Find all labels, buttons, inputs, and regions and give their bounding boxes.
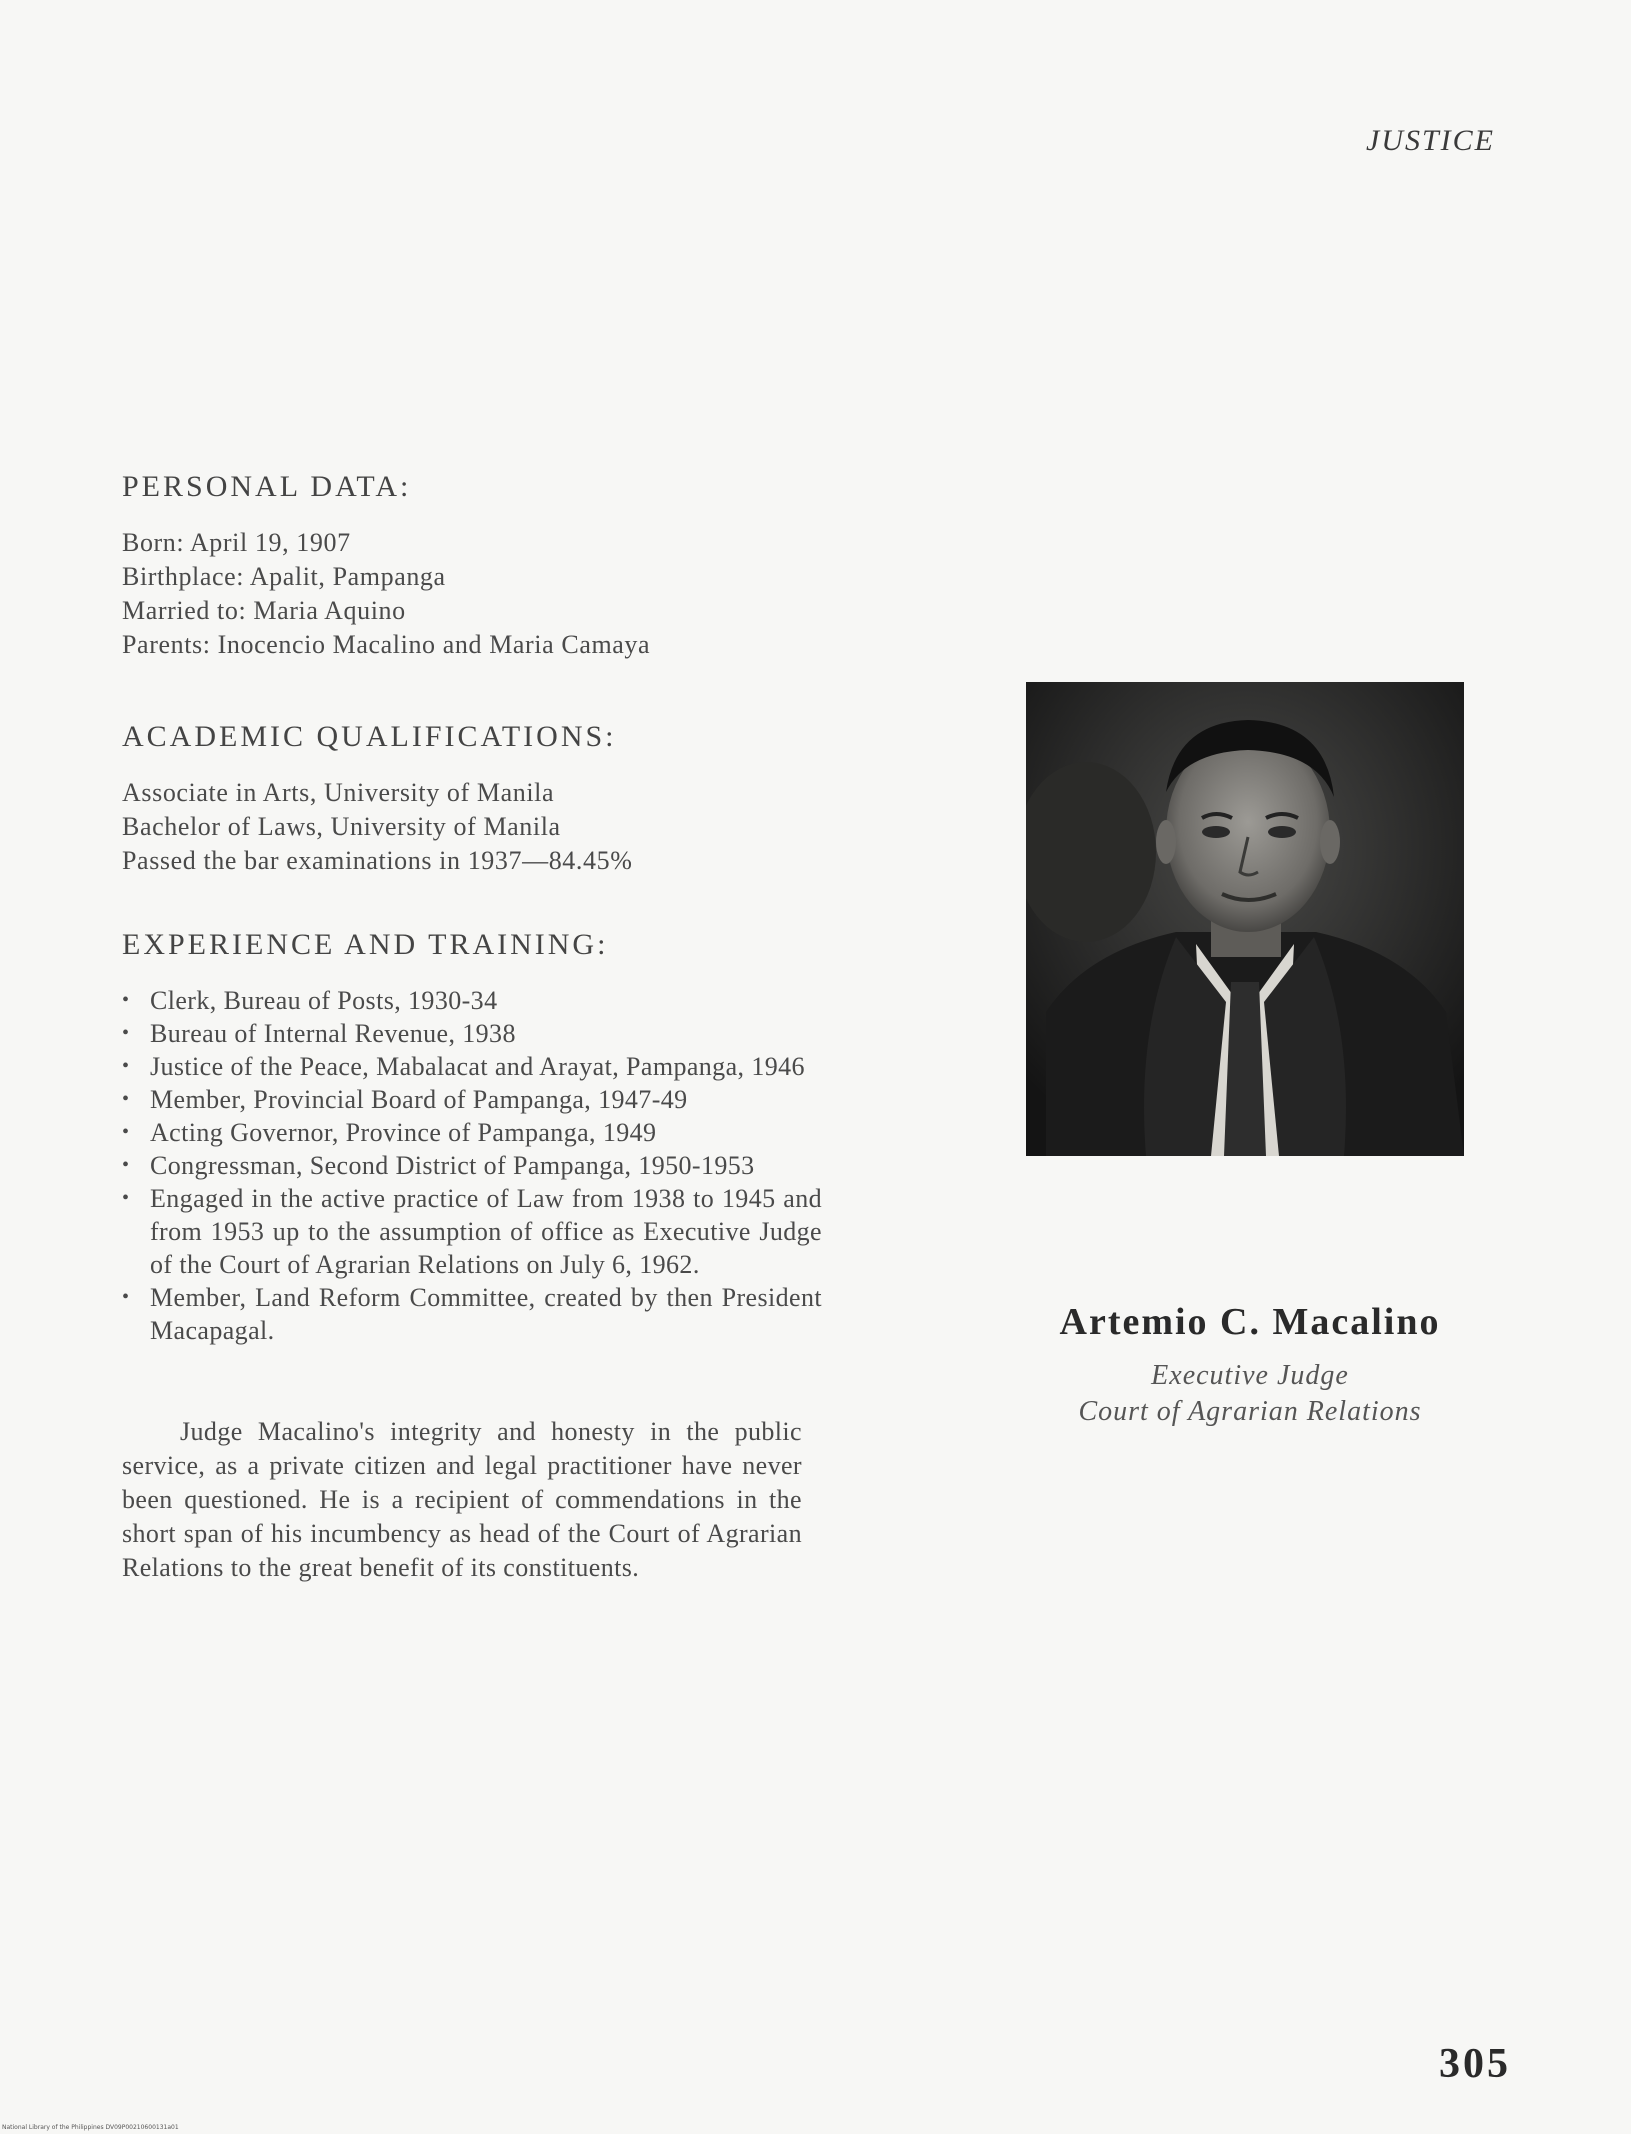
left-column xyxy=(122,470,822,1585)
person-position: Executive Judge xyxy=(1151,1360,1349,1391)
list-item-text: Clerk, Bureau of Posts, 1930-34 xyxy=(150,986,498,1015)
section-label: JUSTICE xyxy=(1366,124,1495,157)
list-item-text: Justice of the Peace, Mabalacat and Arayat, Pampanga, 1946 xyxy=(150,1052,805,1081)
list-item xyxy=(122,1017,822,1050)
personal-line: Parents: Inocencio Macalino and Maria Camaya xyxy=(122,630,651,659)
photo-caption xyxy=(1000,1300,1500,1430)
list-item-text: Congressman, Second District of Pampanga, 1950-1953 xyxy=(150,1151,755,1180)
list-item-text: Bureau of Internal Revenue, 1938 xyxy=(150,1019,516,1048)
footer-credit: National Library of the Philippines DV09P00210600131a01 xyxy=(2,2124,179,2131)
personal-line: Born: April 19, 1907 xyxy=(122,528,351,557)
academic-line: Bachelor of Laws, University of Manila xyxy=(122,812,561,841)
list-item xyxy=(122,1116,822,1149)
list-item-text: Engaged in the active practice of Law from 1938 to 1945 and from 1953 up to the assumption of office as Executive Judge of the Court of Agrarian Relations on July 6, 1962. xyxy=(150,1184,822,1279)
list-item xyxy=(122,1281,822,1347)
list-item xyxy=(122,1050,822,1083)
list-item-text: Member, Land Reform Committee, created by then President Macapagal. xyxy=(150,1283,822,1345)
academic-heading: ACADEMIC QUALIFICATIONS: xyxy=(122,720,617,753)
bullet-icon: • xyxy=(122,1154,130,1176)
list-item-text: Acting Governor, Province of Pampanga, 1949 xyxy=(150,1118,657,1147)
page-number: 305 xyxy=(1439,2041,1511,2087)
academic-line: Passed the bar examinations in 1937—84.45% xyxy=(122,846,633,875)
personal-line: Married to: Maria Aquino xyxy=(122,596,406,625)
list-item xyxy=(122,1083,822,1116)
bullet-icon: • xyxy=(122,989,130,1011)
academic-block xyxy=(122,720,802,878)
portrait-photo xyxy=(1026,682,1464,1156)
bullet-icon: • xyxy=(122,1055,130,1077)
person-name: Artemio C. Macalino xyxy=(1059,1301,1441,1343)
bullet-icon: • xyxy=(122,1121,130,1143)
personal-line: Birthplace: Apalit, Pampanga xyxy=(122,562,446,591)
person-office: Court of Agrarian Relations xyxy=(1078,1396,1422,1427)
academic-line: Associate in Arts, University of Manila xyxy=(122,778,555,807)
personal-data-block xyxy=(122,470,802,662)
list-item xyxy=(122,1149,822,1182)
list-item-text: Member, Provincial Board of Pampanga, 1947-49 xyxy=(150,1085,688,1114)
bullet-icon: • xyxy=(122,1286,130,1308)
biography-paragraph: Judge Macalino's integrity and honesty in the public service, as a private citizen and legal practitioner have never been questioned. He is a recipient of commendations in the short span of his incumbency as head of the Court of Agrarian Relations to the great benefit of its constituents. xyxy=(122,1417,802,1582)
bullet-icon: • xyxy=(122,1022,130,1044)
bullet-icon: • xyxy=(122,1187,130,1209)
personal-data-heading: PERSONAL DATA: xyxy=(122,470,412,503)
list-item xyxy=(122,1182,822,1281)
list-item xyxy=(122,984,822,1017)
portrait-image xyxy=(1026,682,1464,1156)
experience-block xyxy=(122,928,822,1347)
experience-heading: EXPERIENCE AND TRAINING: xyxy=(122,928,609,961)
bullet-icon: • xyxy=(122,1088,130,1110)
experience-list xyxy=(122,984,822,1347)
